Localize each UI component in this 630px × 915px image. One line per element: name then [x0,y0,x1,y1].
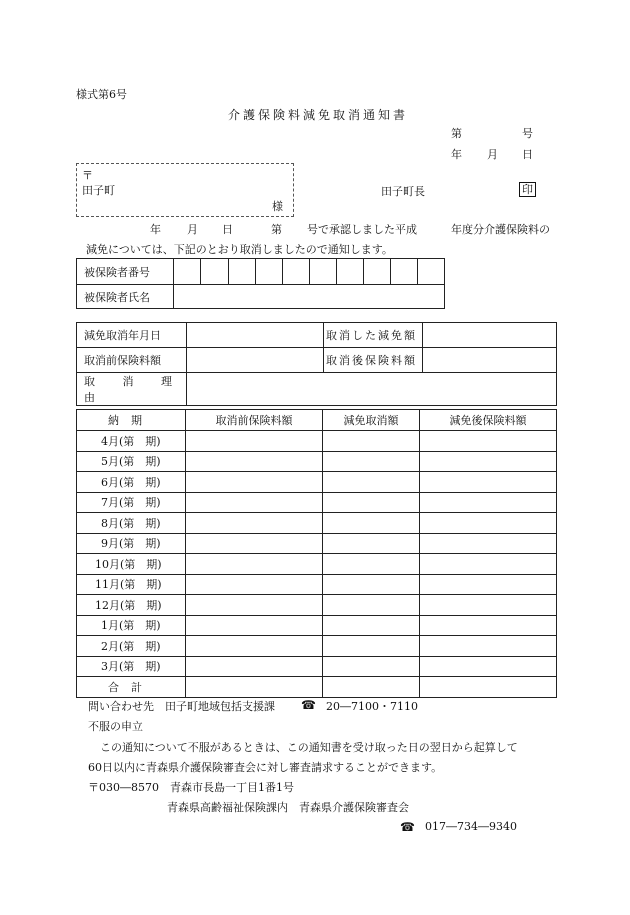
table-row [77,636,557,657]
form-number: 様式第6号 [76,88,127,101]
period-label: 6月(第 期) [77,472,186,493]
table-row [77,595,557,616]
issuer-title: 田子町長 [381,185,425,198]
insured-number-digit[interactable] [363,259,390,285]
appeal-text-1: この通知について不服があるときは、この通知書を受け取った日の翌日から起算して [100,741,518,754]
body-day: 日 [222,223,233,236]
table-row [77,513,557,534]
cancelled-amount-field[interactable] [423,323,557,348]
cancel-cell[interactable] [323,636,420,657]
cancel-cell[interactable] [323,431,420,452]
insured-number-label: 被保険者番号 [77,259,174,285]
insured-number-digit[interactable] [255,259,282,285]
body-text-2: 年度分介護保険料の [451,223,550,236]
after-cell[interactable] [420,656,557,677]
before-cell[interactable] [186,472,323,493]
header-period: 納期 [77,410,186,431]
table-row [77,492,557,513]
recipient-town: 田子町 [82,184,115,197]
body-month: 月 [187,223,198,236]
cancel-cell[interactable] [323,533,420,554]
after-cell[interactable] [420,636,557,657]
appeal-text-2: 60日以内に青森県介護保険審査会に対し審査請求することができます。 [88,761,443,774]
total-row [77,677,557,698]
seal-mark: 印 [519,182,536,197]
doc-number-prefix: 第 [451,127,462,140]
before-cell[interactable] [186,513,323,534]
before-cell[interactable] [186,492,323,513]
before-cell[interactable] [186,533,323,554]
period-label: 7月(第 期) [77,492,186,513]
cancel-date-label: 減免取消年月日 [77,323,187,348]
cancel-date-field[interactable] [187,323,324,348]
before-cell[interactable] [186,656,323,677]
cancel-cell[interactable] [323,574,420,595]
period-label: 8月(第 期) [77,513,186,534]
phone-icon: ☎ [301,698,316,712]
before-cell[interactable] [186,554,323,575]
recipient-honorific: 様 [272,200,283,213]
insured-number-digit[interactable] [390,259,417,285]
appeal-address-1: 〒030―8570 青森市長島一丁目1番1号 [88,781,294,794]
insured-name-label: 被保険者氏名 [77,285,174,309]
cancel-info-table [76,322,557,406]
table-row [77,656,557,677]
insured-number-digit[interactable] [282,259,309,285]
after-cell[interactable] [420,513,557,534]
appeal-phone: 017―734―9340 [425,820,517,833]
period-label: 9月(第 期) [77,533,186,554]
after-cell[interactable] [420,451,557,472]
insured-number-digit[interactable] [417,259,444,285]
body-year: 年 [150,223,161,236]
insured-number-digit[interactable] [228,259,255,285]
table-row [77,615,557,636]
period-label: 2月(第 期) [77,636,186,657]
cancel-cell[interactable] [323,492,420,513]
after-amount-field[interactable] [423,348,557,373]
schedule-table [76,409,557,698]
insured-number-digit[interactable] [174,259,201,285]
period-label: 4月(第 期) [77,431,186,452]
before-cell[interactable] [186,574,323,595]
period-label: 3月(第 期) [77,656,186,677]
header-before: 取消前保険料額 [186,410,323,431]
cancelled-amount-label: 取消した減免額 [324,323,423,348]
period-label: 1月(第 期) [77,615,186,636]
contact-phone: 20―7100・7110 [326,700,418,713]
before-cell[interactable] [186,615,323,636]
contact-label: 問い合わせ先 田子町地域包括支援課 [88,700,275,713]
after-cell[interactable] [420,595,557,616]
cancel-cell[interactable] [323,513,420,534]
cancel-cell[interactable] [323,656,420,677]
header-after: 減免後保険料額 [420,410,557,431]
insured-number-digit[interactable] [201,259,228,285]
after-amount-label: 取消後保険料額 [324,348,423,373]
after-cell[interactable] [420,492,557,513]
insured-number-digit[interactable] [336,259,363,285]
table-row [77,533,557,554]
date-year: 年 [451,148,462,161]
after-cell[interactable] [420,574,557,595]
table-row [77,554,557,575]
after-cell[interactable] [420,615,557,636]
after-cell[interactable] [420,554,557,575]
before-cell[interactable] [186,451,323,472]
phone-icon: ☎ [400,820,415,834]
date-month: 月 [487,148,498,161]
total-label: 合計 [77,677,186,698]
reason-label: 取 消 理 由 [77,373,187,406]
before-cell[interactable] [186,636,323,657]
insured-name-field[interactable] [174,285,445,309]
appeal-address-2: 青森県高齢福祉保険課内 青森県介護保険審査会 [167,801,409,814]
cancel-cell[interactable] [323,472,420,493]
header-cancel: 減免取消額 [323,410,420,431]
cancel-cell[interactable] [323,554,420,575]
postal-mark: 〒 [82,169,93,182]
issuer-seal [519,182,536,197]
after-cell[interactable] [420,431,557,452]
period-label: 12月(第 期) [77,595,186,616]
cancel-cell[interactable] [323,595,420,616]
body-text-1: 号で承認しました平成 [307,223,417,236]
page-title: 介護保険料減免取消通知書 [228,108,409,122]
total-before-cell[interactable] [186,677,323,698]
cancel-cell[interactable] [323,451,420,472]
period-label: 5月(第 期) [77,451,186,472]
table-row [77,574,557,595]
period-label: 11月(第 期) [77,574,186,595]
after-cell[interactable] [420,472,557,493]
body-number-prefix: 第 [271,223,282,236]
insured-number-digit[interactable] [309,259,336,285]
before-cell[interactable] [186,595,323,616]
reason-field[interactable] [187,373,557,406]
before-amount-label: 取消前保険料額 [77,348,187,373]
table-row [77,451,557,472]
total-after-cell[interactable] [420,677,557,698]
appeal-heading: 不服の申立 [88,720,143,733]
before-cell[interactable] [186,431,323,452]
after-cell[interactable] [420,533,557,554]
before-amount-field[interactable] [187,348,324,373]
insured-table [76,258,445,309]
cancel-cell[interactable] [323,615,420,636]
doc-number-suffix: 号 [522,127,533,140]
table-row [77,431,557,452]
total-cancel-cell[interactable] [323,677,420,698]
period-label: 10月(第 期) [77,554,186,575]
body-line-2: 減免については、下記のとおり取消しましたので通知します。 [86,243,393,256]
table-row [77,472,557,493]
date-day: 日 [522,148,533,161]
